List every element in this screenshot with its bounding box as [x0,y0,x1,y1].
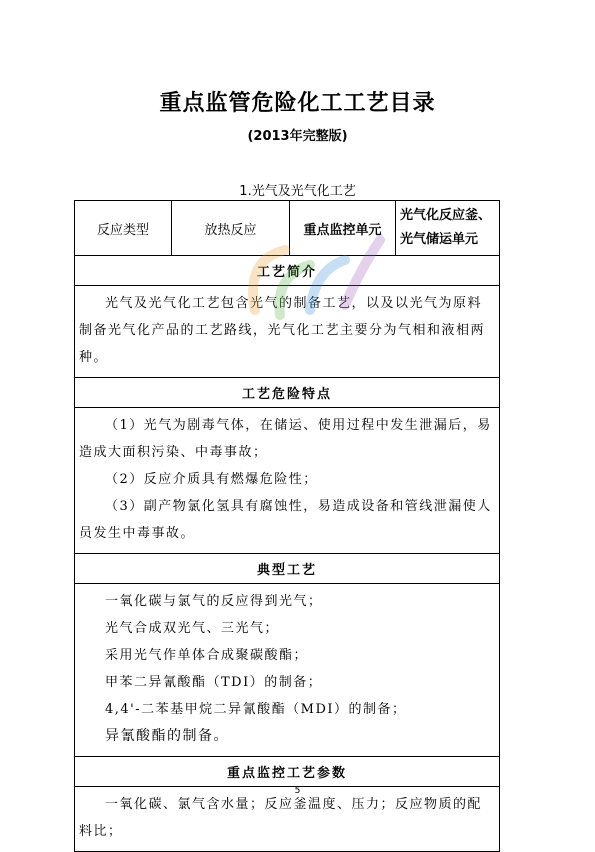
hazard-item: （1）光气为剧毒气体，在储运、使用过程中发生泄漏后，易造成大面积污染、中毒事故； [79,418,492,460]
typical-item: 采用光气作单体合成聚碳酸酯； [105,648,309,663]
monitor-unit-label: 重点监控单元 [290,201,396,256]
page-number: 5 [294,786,301,796]
intro-body [75,286,500,378]
params-text: 一氧化碳、氯气含水量；反应釜温度、压力；反应物质的配料比； [79,797,483,839]
section-title: 1.光气及光气化工艺 [239,184,356,199]
typical-item: 甲苯二异氰酸酯（TDI）的制备； [105,675,323,690]
hazard-item: （3）副产物氯化氢具有腐蚀性，易造成设备和管线泄漏使人员发生中毒事故。 [79,499,492,541]
reaction-type-label: 反应类型 [75,201,172,256]
hazard-item: （2）反应介质具有燃爆危险性； [105,472,318,487]
reaction-type-value: 放热反应 [172,201,290,256]
hazards-body [75,408,500,554]
typical-item: 一氧化碳与氯气的反应得到光气； [105,594,323,609]
typical-item: 光气合成双光气、三光气； [105,621,280,636]
typical-item: 异氰酸酯的制备。 [105,728,229,744]
intro-heading: 工艺简介 [75,256,500,286]
typical-heading: 典型工艺 [75,554,500,584]
intro-text: 光气及光气化工艺包含光气的制备工艺，以及以光气为原料制备光气化产品的工艺路线，光气化工艺主要分为气相和液相两种。 [79,296,486,365]
monitor-unit-line2: 光气储运单元 [400,232,479,247]
header-row [75,201,500,256]
typical-item: 4,4'-二苯基甲烷二异氰酸酯（MDI）的制备； [105,702,407,717]
document-title: 重点监管危险化工工艺目录 [159,91,436,116]
params-body [75,787,500,852]
params-heading: 重点监控工艺参数 [75,757,500,787]
monitor-unit-line1: 光气化反应釜、 [400,208,492,223]
process-table [74,200,500,852]
typical-body [75,584,500,757]
document-subtitle: (2013年完整版) [247,129,348,144]
hazards-heading: 工艺危险特点 [75,378,500,408]
monitor-unit-value [396,201,500,256]
